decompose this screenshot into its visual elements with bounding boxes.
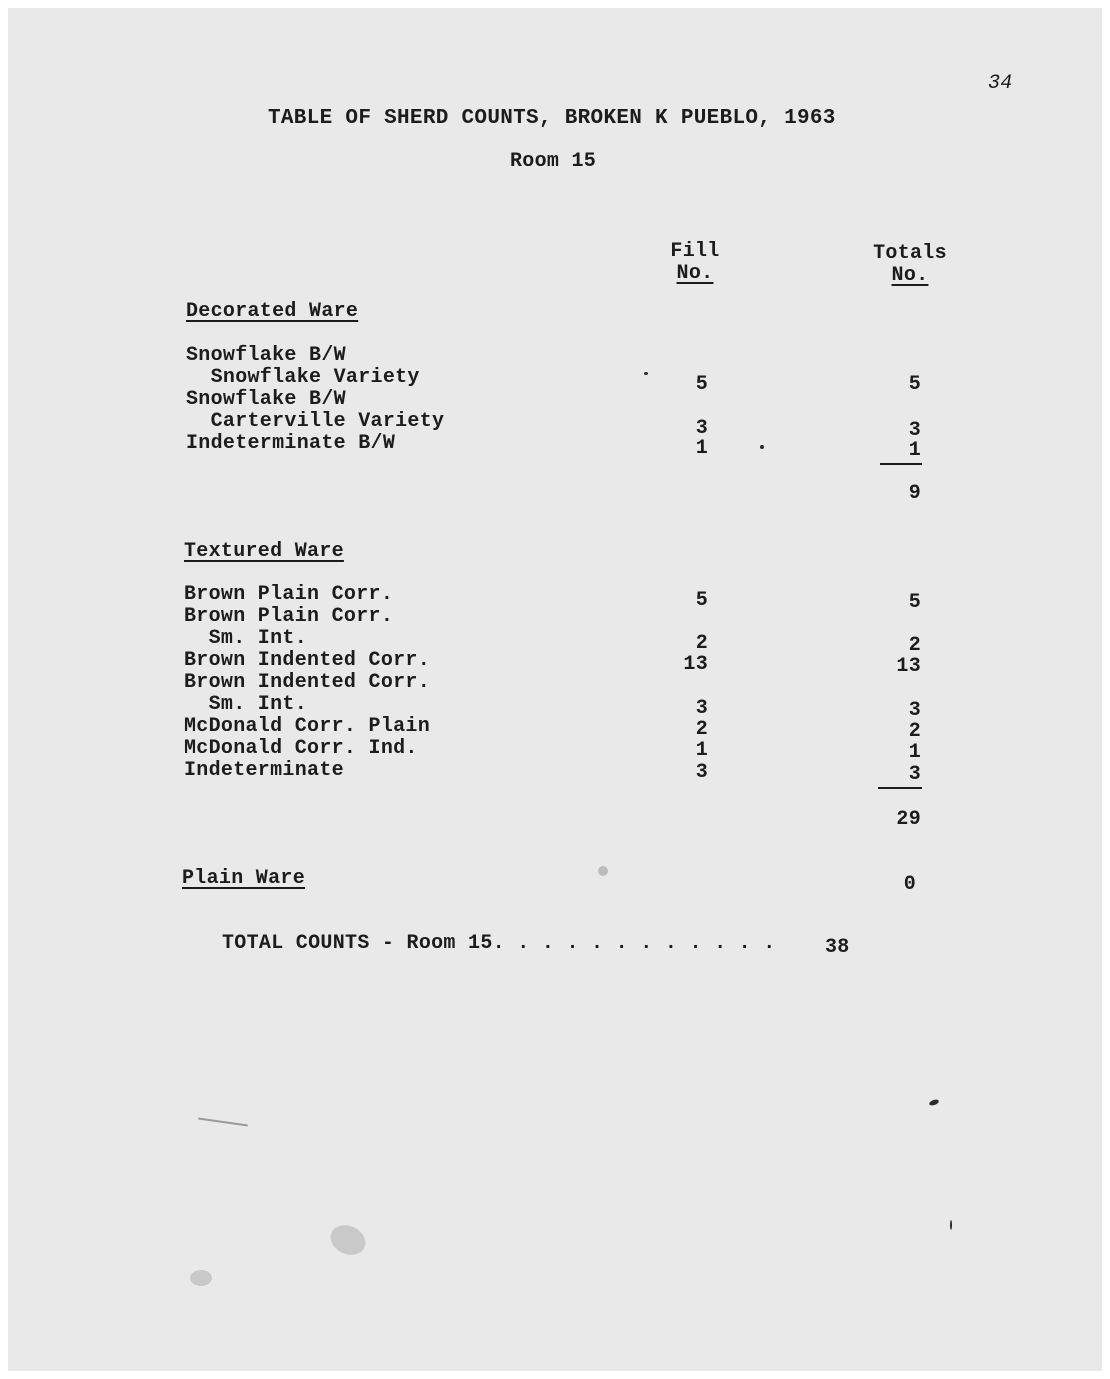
table-row-label: Indeterminate xyxy=(184,759,344,782)
document-page xyxy=(8,8,1102,1371)
fill-header-line2: No. xyxy=(676,262,714,285)
textured-subtotal: 29 xyxy=(896,808,921,831)
fill-value: 5 xyxy=(695,373,708,396)
total-value: 1 xyxy=(908,439,921,462)
fill-value: 1 xyxy=(695,437,708,460)
decorated-subtotal: 9 xyxy=(908,482,921,505)
table-row-label: McDonald Corr. Plain xyxy=(184,715,431,738)
ink-speck xyxy=(760,445,764,449)
table-row-label: Snowflake B/W xyxy=(186,344,346,367)
plain-heading: Plain Ware xyxy=(182,867,306,890)
table-row-label: Brown Plain Corr. xyxy=(184,605,394,628)
table-row-label: Carterville Variety xyxy=(186,410,445,433)
page-number: 34 xyxy=(988,72,1013,95)
page-title: TABLE OF SHERD COUNTS, BROKEN K PUEBLO, 1963 xyxy=(268,107,836,130)
scan-mark xyxy=(198,1118,248,1127)
sum-rule xyxy=(880,463,922,465)
ink-speck xyxy=(928,1098,939,1106)
scan-smudge xyxy=(326,1220,370,1261)
fill-value: 2 xyxy=(695,718,708,741)
total-value: 3 xyxy=(908,763,921,786)
fill-value: 3 xyxy=(695,417,708,440)
table-row-label: Sm. Int. xyxy=(184,693,308,716)
grand-total-value: 38 xyxy=(825,936,850,959)
total-value: 13 xyxy=(896,655,921,678)
fill-header-line1: Fill xyxy=(670,240,720,263)
table-row-label: Snowflake Variety xyxy=(186,366,420,389)
fill-value: 5 xyxy=(695,589,708,612)
decorated-heading: Decorated Ware xyxy=(186,300,359,323)
plain-total: 0 xyxy=(903,873,916,896)
scan-smudge xyxy=(190,1270,212,1286)
table-row-label: McDonald Corr. Ind. xyxy=(184,737,418,760)
grand-total-label: TOTAL COUNTS - Room 15. . . . . . . . . . . . xyxy=(222,932,776,955)
table-row-label: Snowflake B/W xyxy=(186,388,346,411)
scan-smudge xyxy=(598,866,608,876)
total-value: 3 xyxy=(908,419,921,442)
page-subtitle: Room 15 xyxy=(510,150,597,173)
fill-value: 3 xyxy=(695,697,708,720)
total-value: 2 xyxy=(908,634,921,657)
total-value: 5 xyxy=(908,591,921,614)
table-row-label: Brown Indented Corr. xyxy=(184,649,431,672)
total-value: 1 xyxy=(908,741,921,764)
totals-header-line1: Totals xyxy=(873,242,947,265)
totals-header-line2: No. xyxy=(891,264,929,287)
fill-value: 3 xyxy=(695,761,708,784)
table-row-label: Sm. Int. xyxy=(184,627,308,650)
fill-value: 2 xyxy=(695,632,708,655)
total-value: 2 xyxy=(908,720,921,743)
fill-value: 1 xyxy=(695,739,708,762)
table-row-label: Brown Plain Corr. xyxy=(184,583,394,606)
table-row-label: Brown Indented Corr. xyxy=(184,671,431,694)
textured-heading: Textured Ware xyxy=(184,540,344,563)
total-value: 5 xyxy=(908,373,921,396)
total-value: 3 xyxy=(908,699,921,722)
table-row-label: Indeterminate B/W xyxy=(186,432,396,455)
fill-value: 13 xyxy=(683,653,708,676)
ink-speck xyxy=(644,372,648,375)
sum-rule xyxy=(878,787,922,789)
ink-speck xyxy=(950,1220,952,1230)
